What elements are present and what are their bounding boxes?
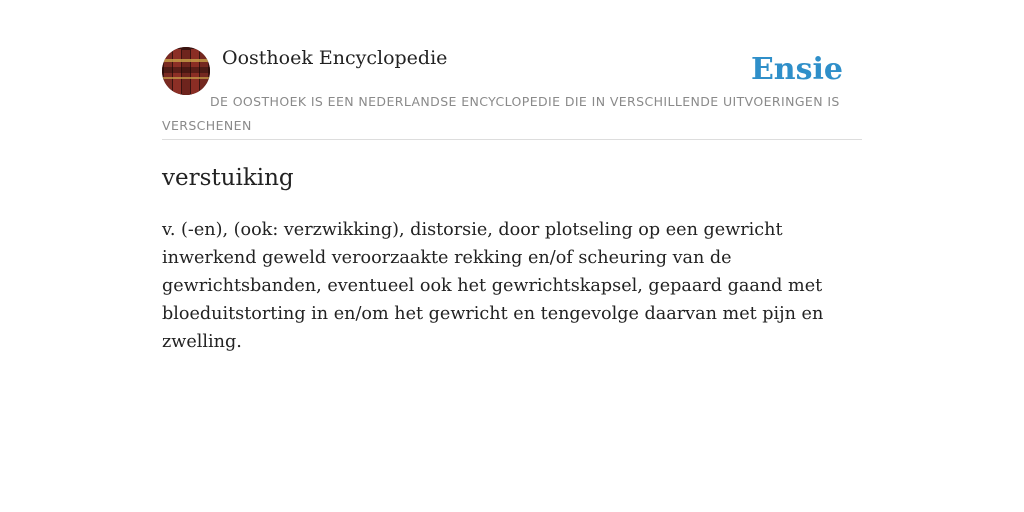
brand-logo[interactable]: Ensie bbox=[750, 52, 843, 87]
source-name[interactable]: Oosthoek Encyclopedie bbox=[222, 47, 448, 69]
entry-title: verstuiking bbox=[162, 165, 294, 191]
source-avatar[interactable] bbox=[162, 47, 210, 95]
site-header bbox=[162, 46, 862, 140]
book-spines-icon bbox=[162, 47, 210, 95]
source-tagline: DE OOSTHOEK IS EEN NEDERLANDSE ENCYCLOPEDIE DIE IN VERSCHILLENDE UITVOERINGEN IS VERSCHENEN bbox=[162, 94, 840, 133]
entry-definition: v. (-en), (ook: verzwikking), distorsie, door plotseling op een gewricht inwerkend geweld veroorzaakte rekking en/of scheuring van de gewrichtsbanden, eventueel ook het gewrichtskapsel, gepaard gaand met bloeduitstorting in en/om het gewricht en tengevolge daarvan met pijn en zwelling. bbox=[162, 220, 824, 352]
